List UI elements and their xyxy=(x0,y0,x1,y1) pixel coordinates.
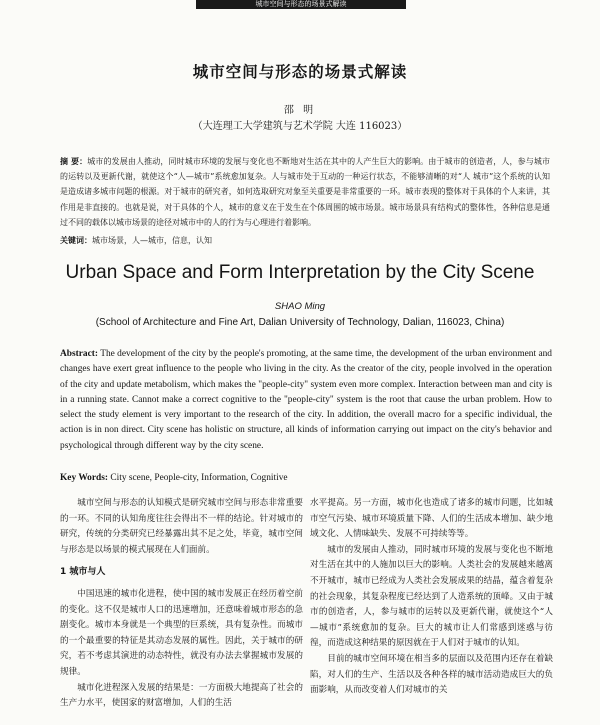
running-header: 城市空间与形态的场景式解读 xyxy=(196,0,406,9)
chinese-abstract-text: 城市的发展由人推动，同时城市环境的发展与变化也不断地对生活在其中的人产生巨大的影响。由于城市的创造者，人，参与城市的运转以及更新代谢，就使这个“人—城市”系统愈加复杂。人与城市处于互动的一种运行状态，不能够清晰的对“人 城市”这个系统的认知是造成诸多城市问题的根源。对于城市的研究者，如何选取研究对象至关重要是非常重要的一环。城市表现的整体对于具体的个人来讲，其作用是非直接的。也就是说，对于具体的个人，城市的意义在于发生在个体周围的城市场景。城市场景具有结构式的整体性，各种信息是通过不同的载体以城市场景的途径对城市中的人的行为与心理进行着影响。 xyxy=(60,157,550,227)
body-paragraph: 目前的城市空间环境在相当多的层面以及范围内还存在着缺陷，对人们的生产、生活以及各种各样的城市活动造成巨大的负面影响，从而改变着人们对城市的关 xyxy=(310,653,553,696)
body-right-column xyxy=(310,496,553,699)
body-paragraph: 城市的发展由人推动，同时城市环境的发展与变化也不断地对生活在其中的人施加以巨大的影响。人类社会的发展越来越离不开城市，城市已经成为人类社会发展成果的结晶，蕴含着复杂的社会现象，其复杂程度已经达到了人造系统的顶峰。又由于城市的创造者，人，参与城市的运转以及更新代谢，就使这个“人—城市”系统愈加的复杂。巨大的城市让人们常感到迷惑与彷徨，而造成这种结果的原因就在于人们对于城市的认知。 xyxy=(310,544,553,649)
chinese-abstract-label: 摘 要： xyxy=(60,157,88,166)
section-heading: 1 城市与人 xyxy=(60,567,106,578)
intro-paragraph: 城市空间与形态的认知模式是研究城市空间与形态非常重要的一环。不同的认知角度往往会得出不一样的结论。针对城市的研究，传统的分类研究已经暴露出其不足之处，毕竟，城市空间与形态是以场景的模式展现在人们面前。 xyxy=(60,498,303,555)
english-abstract-label: Abstract: xyxy=(60,349,99,359)
english-abstract-text: The development of the city by the people's promoting, at the same time, the development of the urban environment and changes have exert great influence to the people who living in the city. As the creator of the city, people involved in the operation of the city and update metabolism, which makes the "people-city" system even more complex. Interaction between man and city is in a running state. Cannot make a correct cognitive to the "people-city" system is the root that cause the urban problem. How to select the study element is very important to the research of the city. In addition, the overall macro for a specific individual, the action is in non direct. City scene has holistic on structure, all kinds of information carrying out impact on the city's behavior and psychological through different way by the city scene. xyxy=(60,349,552,451)
english-keywords xyxy=(60,473,552,483)
english-abstract xyxy=(60,347,552,454)
english-title: Urban Space and Form Interpretation by the City Scene xyxy=(65,262,535,283)
chinese-affiliation: （大连理工大学建筑与艺术学院 大连 116023） xyxy=(192,121,408,132)
english-keywords-text: City scene, People-city, Information, Cognitive xyxy=(110,473,288,483)
body-paragraph: 城市化进程深入发展的结果是：一方面极大地提高了社会的生产力水平，使国家的财富增加，人们的生活 xyxy=(60,682,303,709)
chinese-keywords-text: 城市场景，人—城市，信息，认知 xyxy=(92,236,212,245)
body-left-column xyxy=(60,496,303,712)
body-paragraph: 中国迅速的城市化进程，使中国的城市发展正在经历着空前的变化。这不仅是城市人口的迅速增加，还意味着城市形态的急剧变化。城市本身就是一个典型的巨系统，具有复杂性。而城市的一个最重要的特征是其动态发展的属性。因此，关于城市的研究，若不考虑其演进的动态特性，就没有办法去掌握城市发展的规律。 xyxy=(60,588,303,677)
chinese-abstract xyxy=(60,154,550,230)
chinese-author: 邵 明 xyxy=(283,105,317,116)
chinese-keywords xyxy=(60,233,550,248)
body-paragraph: 水平提高。另一方面，城市化也造成了诸多的城市问题，比如城市空气污染、城市环境质量下降、人们的生活成本增加、缺少地域文化、人情味缺失、发展不可持续等等。 xyxy=(310,498,553,540)
english-affiliation: (School of Architecture and Fine Art, Dalian University of Technology, Dalian, 116023, China) xyxy=(95,317,505,328)
english-keywords-label: Key Words: xyxy=(60,473,109,483)
chinese-keywords-label: 关键词： xyxy=(60,236,92,245)
english-author: SHAO Ming xyxy=(274,301,326,312)
chinese-title: 城市空间与形态的场景式解读 xyxy=(192,63,408,81)
